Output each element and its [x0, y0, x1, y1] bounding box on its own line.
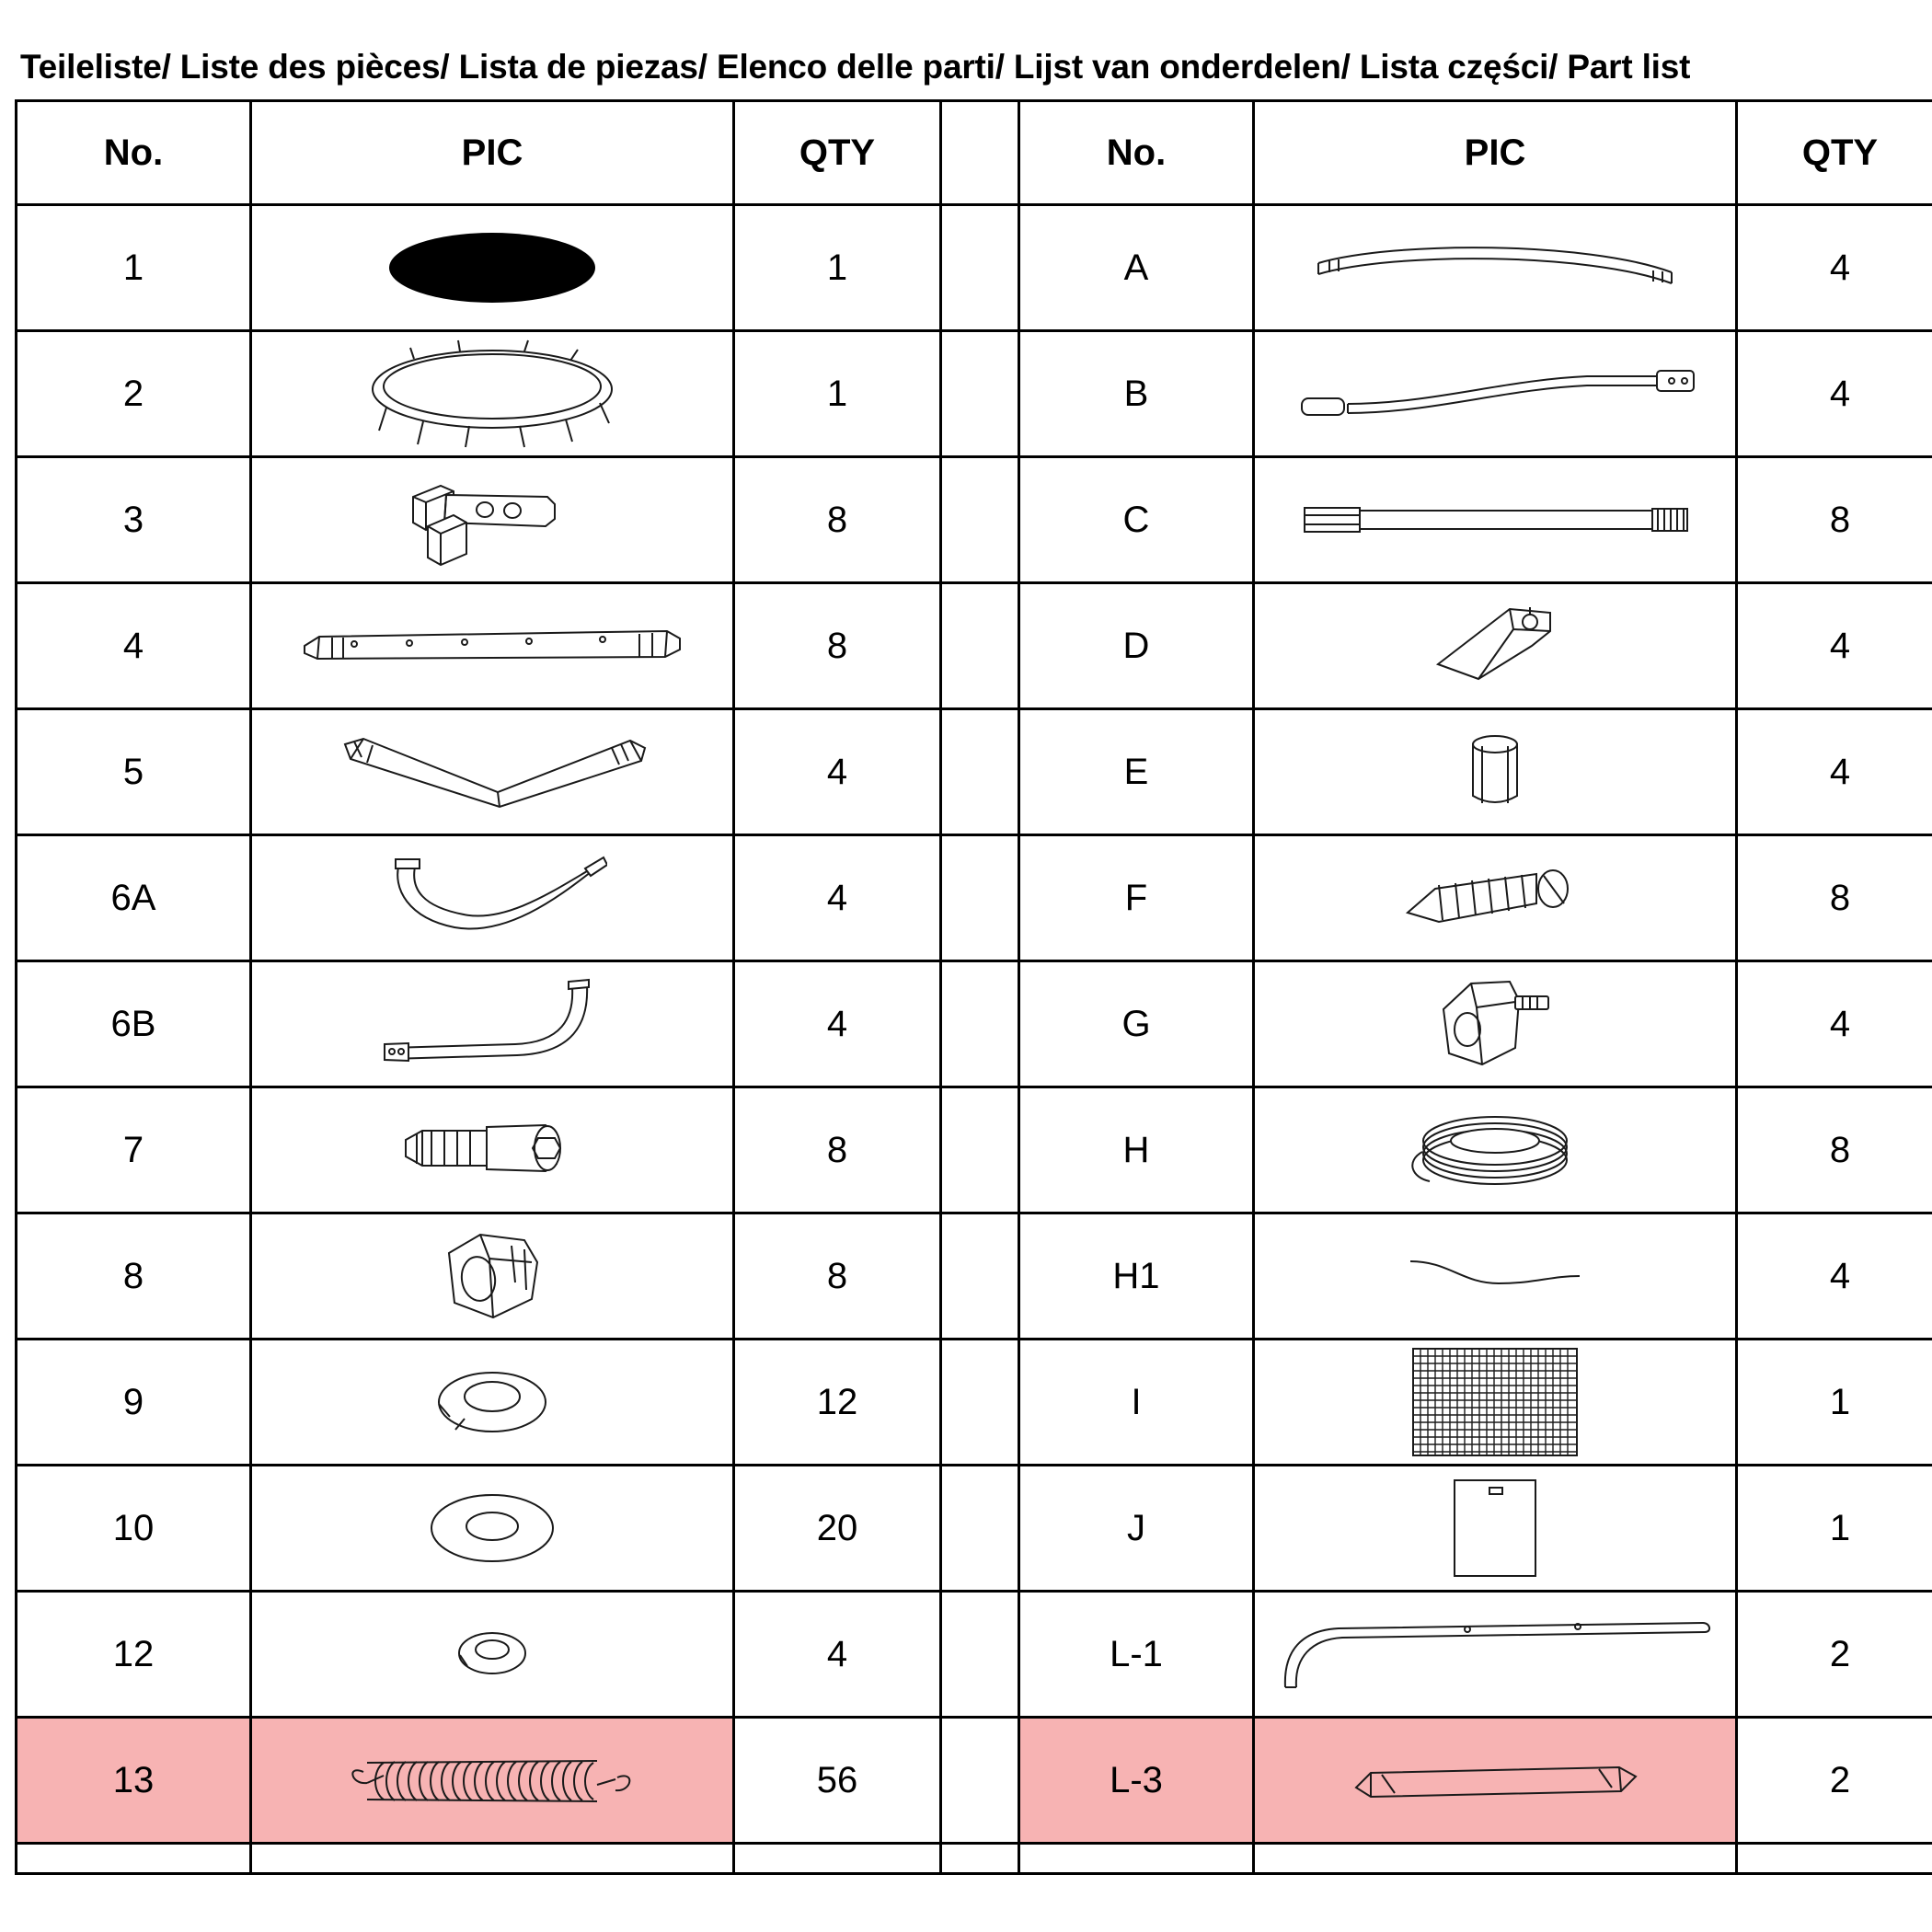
table-row-highlighted: [17, 1718, 1932, 1844]
part-qty: 1: [734, 205, 941, 331]
column-separator: [941, 583, 1019, 709]
part-pic: [1254, 205, 1737, 331]
table-row: [17, 961, 1932, 1087]
part-no: F: [1019, 835, 1254, 961]
part-no: 12: [17, 1592, 251, 1718]
part-no: A: [1019, 205, 1254, 331]
header-qty-left: QTY: [734, 101, 941, 205]
short-cord-icon: [1255, 1214, 1735, 1338]
table-row: [17, 331, 1932, 457]
table-row-partial: [17, 1844, 1932, 1874]
column-separator: [941, 1718, 1019, 1844]
part-qty: 4: [734, 961, 941, 1087]
part-qty: [734, 1844, 941, 1874]
part-qty: 1: [1737, 1340, 1932, 1466]
part-no: 3: [17, 457, 251, 583]
hex-nut-icon: [252, 1214, 732, 1338]
part-pic: [1254, 835, 1737, 961]
part-pic: [1254, 583, 1737, 709]
part-pic: [1254, 1718, 1737, 1844]
part-no: 1: [17, 205, 251, 331]
part-qty: 4: [1737, 583, 1932, 709]
part-qty: 4: [734, 1592, 941, 1718]
table-row: [17, 709, 1932, 835]
header-pic-right: PIC: [1254, 101, 1737, 205]
plastic-cap-icon: [1255, 710, 1735, 834]
table-row: [17, 835, 1932, 961]
flat-washer-icon: [252, 1466, 732, 1590]
part-qty: 1: [734, 331, 941, 457]
part-pic: [1254, 1844, 1737, 1874]
hex-socket-bolt-icon: [252, 1088, 732, 1212]
part-pic: [1254, 457, 1737, 583]
part-pic: [1254, 1087, 1737, 1213]
header-pic-left: PIC: [251, 101, 734, 205]
part-pic: [251, 1844, 734, 1874]
column-separator: [941, 835, 1019, 961]
table-row: [17, 1087, 1932, 1213]
table-row: [17, 583, 1932, 709]
header-qty-right: QTY: [1737, 101, 1932, 205]
part-no: [17, 1844, 251, 1874]
straight-tube-rail-icon: [252, 584, 732, 707]
part-qty: [1737, 1844, 1932, 1874]
part-no: G: [1019, 961, 1254, 1087]
part-no: 4: [17, 583, 251, 709]
column-separator: [941, 331, 1019, 457]
parts-table: [15, 99, 1932, 1875]
part-qty: 4: [734, 835, 941, 961]
part-qty: 12: [734, 1340, 941, 1466]
part-no: C: [1019, 457, 1254, 583]
column-separator: [941, 961, 1019, 1087]
part-pic: [1254, 1592, 1737, 1718]
part-no: 13: [17, 1718, 251, 1844]
wing-knob-bolt-icon: [1255, 962, 1735, 1086]
zipper-door-panel-icon: [1255, 1466, 1735, 1590]
part-pic: [251, 205, 734, 331]
part-no: 2: [17, 331, 251, 457]
part-pic: [251, 1087, 734, 1213]
part-qty: 4: [1737, 961, 1932, 1087]
part-qty: 2: [1737, 1592, 1932, 1718]
part-pic: [251, 1718, 734, 1844]
part-no: H1: [1019, 1213, 1254, 1340]
part-pic: [1254, 709, 1737, 835]
part-pic: [251, 961, 734, 1087]
straight-pole-section-icon: [1255, 458, 1735, 581]
part-qty: 4: [1737, 1213, 1932, 1340]
part-qty: 4: [734, 709, 941, 835]
v-shaped-leg-tube-icon: [252, 710, 732, 834]
part-no: B: [1019, 331, 1254, 457]
header-no-right: No.: [1019, 101, 1254, 205]
page-title: Teileliste/ Liste des pièces/ Lista de piezas/ Elenco delle parti/ Lijst van onderdelen/ Lista części/ Part list: [20, 48, 1691, 86]
table-row: [17, 1466, 1932, 1592]
part-no: 8: [17, 1213, 251, 1340]
part-pic: [251, 331, 734, 457]
part-no: I: [1019, 1340, 1254, 1466]
table-header-row: [17, 101, 1932, 205]
column-separator: [941, 1213, 1019, 1340]
part-no: 9: [17, 1340, 251, 1466]
part-qty: 2: [1737, 1718, 1932, 1844]
part-no: L-3: [1019, 1718, 1254, 1844]
curved-leg-tube-b-icon: [252, 962, 732, 1086]
column-separator: [941, 709, 1019, 835]
part-qty: 8: [734, 1087, 941, 1213]
small-spring-washer-icon: [252, 1593, 732, 1716]
part-no: 6B: [17, 961, 251, 1087]
part-qty: 8: [734, 1213, 941, 1340]
tension-spring-icon: [252, 1719, 732, 1842]
part-no: E: [1019, 709, 1254, 835]
part-no: 5: [17, 709, 251, 835]
part-no: D: [1019, 583, 1254, 709]
part-no: L-1: [1019, 1592, 1254, 1718]
part-pic: [251, 1340, 734, 1466]
part-qty: 4: [1737, 709, 1932, 835]
part-no: J: [1019, 1466, 1254, 1592]
ladder-step-icon: [1255, 1719, 1735, 1842]
net-strap-icon: [1255, 332, 1735, 455]
part-qty: 8: [734, 457, 941, 583]
part-qty: 4: [1737, 331, 1932, 457]
pole-clamp-bracket-icon: [1255, 584, 1735, 707]
part-pic: [251, 457, 734, 583]
column-separator: [941, 1087, 1019, 1213]
part-no: H: [1019, 1087, 1254, 1213]
safety-net-mesh-icon: [1255, 1340, 1735, 1464]
header-no-left: No.: [17, 101, 251, 205]
part-qty: 8: [1737, 1087, 1932, 1213]
part-qty: 8: [1737, 835, 1932, 961]
part-pic: [251, 1592, 734, 1718]
part-pic: [251, 835, 734, 961]
column-separator: [941, 457, 1019, 583]
table-row: [17, 457, 1932, 583]
part-qty: 4: [1737, 205, 1932, 331]
coiled-rope-icon: [1255, 1088, 1735, 1212]
part-pic: [251, 1466, 734, 1592]
part-qty: 1: [1737, 1466, 1932, 1592]
table-row: [17, 1213, 1932, 1340]
part-pic: [1254, 1213, 1737, 1340]
curved-net-pole-icon: [1255, 206, 1735, 329]
spring-washer-icon: [252, 1340, 732, 1464]
part-qty: 20: [734, 1466, 941, 1592]
part-pic: [1254, 1466, 1737, 1592]
t-joint-connector-icon: [252, 458, 732, 581]
part-no: 10: [17, 1466, 251, 1592]
table-row: [17, 1592, 1932, 1718]
part-qty: 8: [734, 583, 941, 709]
column-separator: [941, 205, 1019, 331]
column-separator: [941, 1340, 1019, 1466]
ladder-side-rail-icon: [1255, 1593, 1735, 1716]
column-separator: [941, 1844, 1019, 1874]
part-qty: 56: [734, 1718, 941, 1844]
column-separator: [941, 1466, 1019, 1592]
part-pic: [251, 583, 734, 709]
self-tapping-screw-icon: [1255, 836, 1735, 960]
part-pic: [1254, 331, 1737, 457]
trampoline-frame-ring-icon: [252, 332, 732, 455]
part-pic: [1254, 1340, 1737, 1466]
part-pic: [1254, 961, 1737, 1087]
part-qty: 8: [1737, 457, 1932, 583]
part-no: 7: [17, 1087, 251, 1213]
curved-leg-tube-a-icon: [252, 836, 732, 960]
table-row: [17, 1340, 1932, 1466]
column-separator: [941, 101, 1019, 205]
part-no: [1019, 1844, 1254, 1874]
part-pic: [251, 1213, 734, 1340]
column-separator: [941, 1592, 1019, 1718]
table-row: [17, 205, 1932, 331]
part-no: 6A: [17, 835, 251, 961]
part-pic: [251, 709, 734, 835]
black-ellipse-mat-icon: [252, 206, 732, 329]
